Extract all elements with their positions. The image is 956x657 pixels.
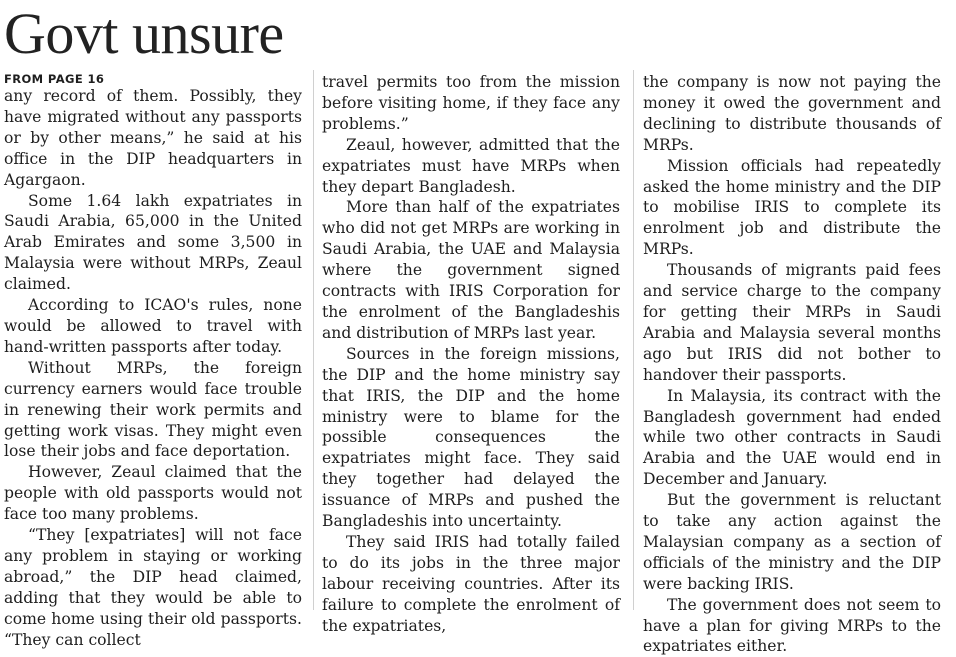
paragraph: However, Zeaul claimed that the people with old passports would not face too many problems. xyxy=(4,463,302,524)
paragraph: Mission officials had repeatedly asked the home ministry and the DIP to mobilise IRIS to complete its enrolment job and distribute the MRPs. xyxy=(643,156,941,259)
jump-label: FROM PAGE 16 xyxy=(4,72,105,86)
paragraph: “They [expatriates] will not face any problem in staying or working abroad,” the DIP head claimed, adding that they would be able to come home using their old passports. “They can collect xyxy=(4,526,302,649)
paragraph: The government does not seem to have a plan for giving MRPs to the expatriates either. xyxy=(643,595,941,656)
paragraph: the company is now not paying the money it owed the government and declining to distribute thousands of MRPs. xyxy=(643,73,941,154)
paragraph: According to ICAO's rules, none would be allowed to travel with hand-written passports after today. xyxy=(4,296,302,356)
article-column-1 xyxy=(4,72,302,650)
paragraph: any record of them. Possibly, they have migrated without any passports or by other means,” he said at his office in the DIP headquarters in Agargaon. xyxy=(4,87,302,189)
column-divider xyxy=(313,70,314,610)
article-column-2 xyxy=(322,72,620,636)
paragraph: More than half of the expatriates who did not get MRPs are working in Saudi Arabia, the UAE and Malaysia where the government signed contracts with IRIS Corporation for the enrolment of the Bangladeshis and distribution of MRPs last year. xyxy=(322,198,620,342)
paragraph: Some 1.64 lakh expatriates in Saudi Arabia, 65,000 in the United Arab Emirates and some 3,500 in Malaysia were without MRPs, Zeaul claimed. xyxy=(4,191,302,294)
paragraph: Thousands of migrants paid fees and service charge to the company for getting their MRPs in Saudi Arabia and Malaysia several months ago but IRIS did not bother to handover their passports. xyxy=(643,261,941,384)
paragraph: Without MRPs, the foreign currency earners would face trouble in renewing their work permits and getting work visas. They might even lose their jobs and face deportation. xyxy=(4,358,302,461)
paragraph: In Malaysia, its contract with the Bangladesh government had ended while two other contracts in Saudi Arabia and the UAE would end in December and January. xyxy=(643,386,941,489)
column-divider xyxy=(633,70,634,610)
paragraph: They said IRIS had totally failed to do its jobs in the three major labour receiving countries. After its failure to complete the enrolment of the expatriates, xyxy=(322,532,620,635)
paragraph: Sources in the foreign missions, the DIP and the home ministry say that IRIS, the DIP and the home ministry were to blame for the possible consequences the expatriates might face. They said they together had delayed the issuance of MRPs and pushed the Bangladeshis into uncertainty. xyxy=(322,344,620,531)
paragraph: But the government is reluctant to take any action against the Malaysian company as a section of officials of the ministry and the DIP were backing IRIS. xyxy=(643,491,941,593)
paragraph: Zeaul, however, admitted that the expatriates must have MRPs when they depart Bangladesh. xyxy=(322,135,620,196)
paragraph: travel permits too from the mission before visiting home, if they face any problems.” xyxy=(322,73,620,133)
headline: Govt unsure xyxy=(4,1,284,66)
article-column-3 xyxy=(643,72,941,657)
